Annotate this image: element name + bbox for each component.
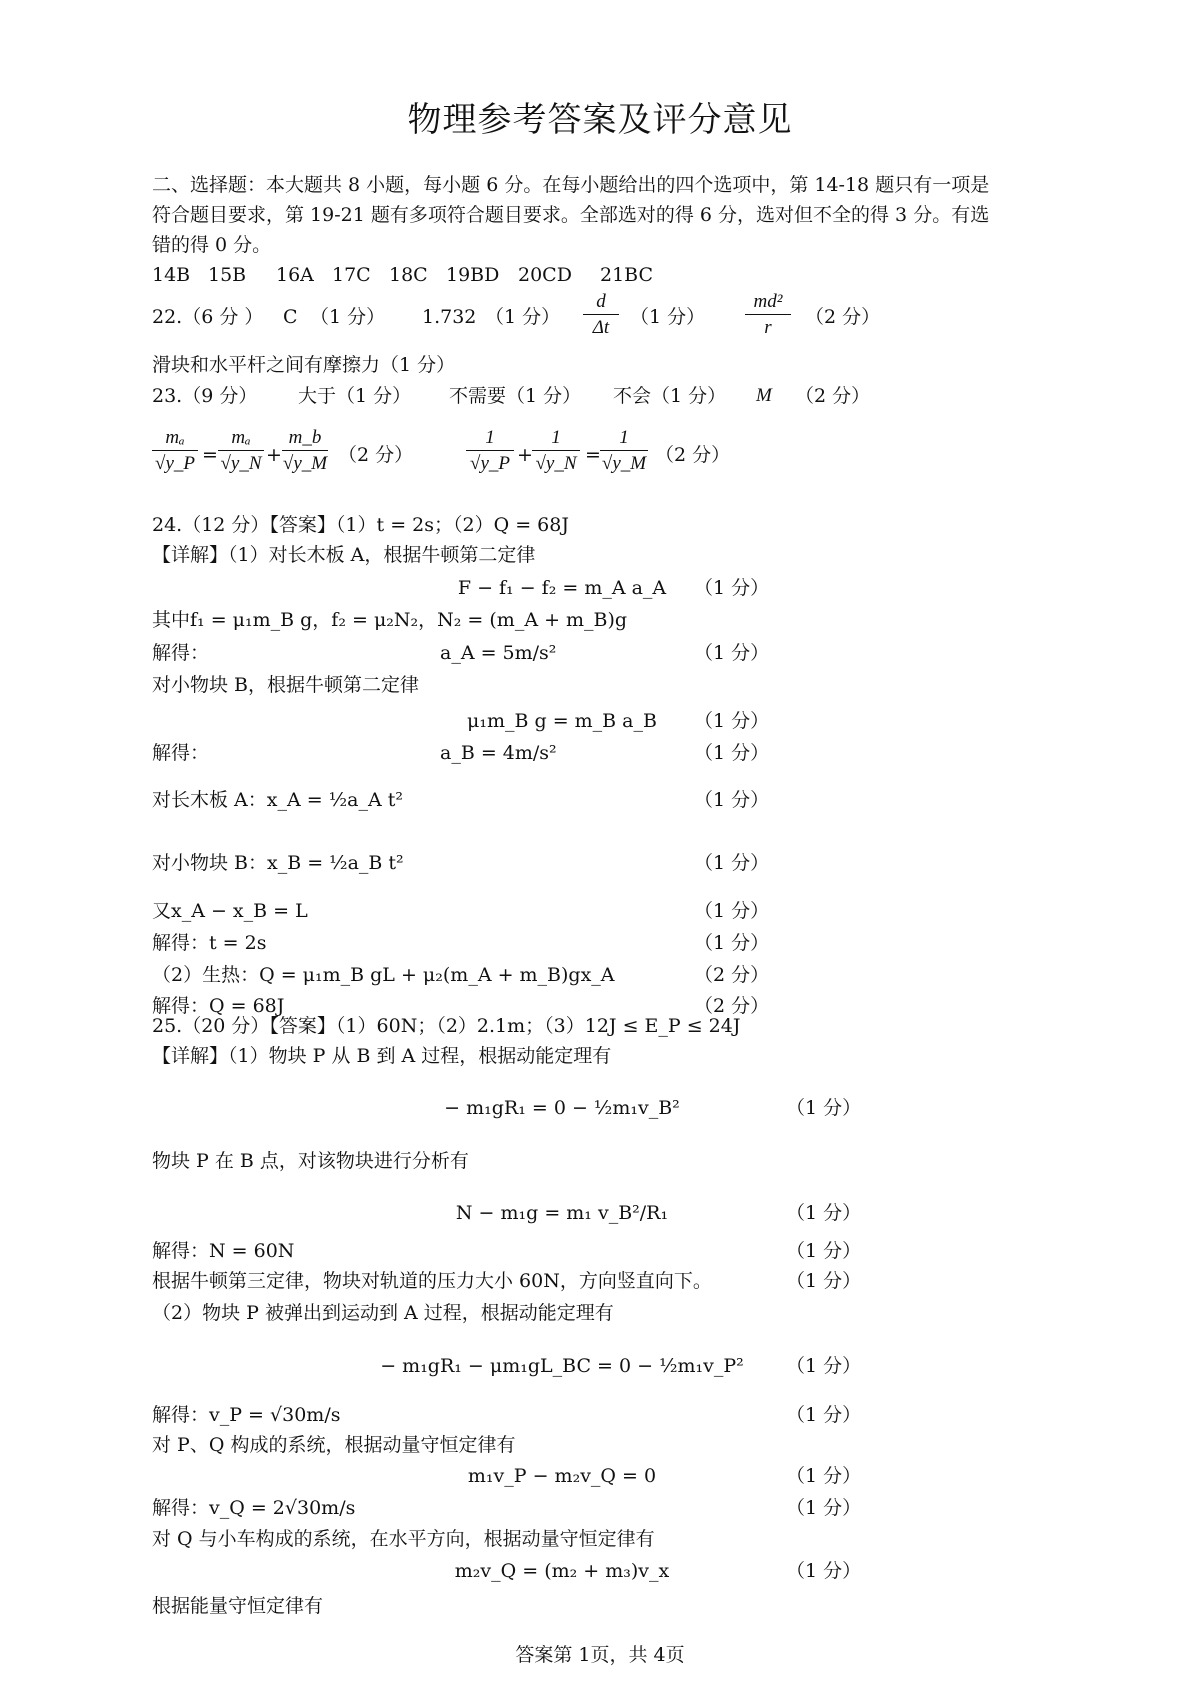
solution-line: 解得：t = 2s — [152, 932, 267, 954]
q22-score-4: （2 分） — [805, 306, 881, 328]
intro-line-2: 符合题目要求，第 19-21 题有多项符合题目要求。全部选对的得 6 分，选对但不全的得 3 分。有选 — [152, 204, 990, 226]
answer-15: 15B — [208, 264, 247, 286]
solution-line: 物块 P 在 B 点，对该物块进行分析有 — [152, 1150, 469, 1172]
solution-line: 对小物块 B：x_B = ½a_B t² — [152, 852, 404, 874]
intro-line-3: 错的得 0 分。 — [152, 234, 272, 256]
fraction-numerator: mₐ — [231, 427, 251, 448]
solution-line: 解得： — [152, 642, 210, 664]
q22-score-1: （1 分） — [310, 306, 386, 328]
solution-line: μ₁m_B g = m_B a_B — [467, 710, 657, 732]
solution-line: F − f₁ − f₂ = m_A a_A — [457, 577, 667, 599]
solution-line: 对 Q 与小车构成的系统，在水平方向，根据动量守恒定律有 — [152, 1528, 655, 1550]
eq1-term-2 — [218, 426, 264, 477]
fraction-numerator: 1 — [551, 427, 561, 448]
score-mark: （1 分） — [694, 900, 770, 922]
solution-line: 根据牛顿第三定律，物块对轨道的压力大小 60N，方向竖直向下。 — [152, 1270, 712, 1292]
fraction-denominator: √y_P — [155, 453, 195, 474]
fraction-numerator: 1 — [619, 427, 629, 448]
q22-answer-2: 1.732 — [422, 306, 477, 328]
eq2-term-1 — [466, 426, 514, 477]
equals-sign: = — [202, 444, 218, 466]
score-mark: （1 分） — [786, 1240, 862, 1262]
fraction-denominator: √y_M — [282, 453, 328, 474]
solution-line: 【详解】（1）对长木板 A，根据牛顿第二定律 — [152, 544, 536, 566]
solution-line: N − m₁g = m₁ v_B²/R₁ — [455, 1202, 669, 1224]
score-mark: （1 分） — [786, 1465, 862, 1487]
plus-sign: + — [266, 444, 282, 466]
solution-line: 解得：v_P = √30m/s — [152, 1404, 341, 1426]
fraction-denominator: √y_N — [535, 453, 577, 474]
score-mark: （1 分） — [786, 1355, 862, 1377]
fraction-numerator: mₐ — [165, 427, 185, 448]
fraction-denominator: Δt — [592, 317, 610, 338]
solution-line: 对小物块 B，根据牛顿第二定律 — [152, 674, 420, 696]
answer-17: 17C — [332, 264, 371, 286]
solution-line: 解得：Q = 68J — [152, 995, 285, 1017]
eq1-term-3 — [282, 426, 328, 477]
solution-line: m₂v_Q = (m₂ + m₃)v_x — [454, 1560, 670, 1582]
score-mark: （1 分） — [694, 789, 770, 811]
solution-line: 其中f₁ = μ₁m_B g，f₂ = μ₂N₂，N₂ = (m_A + m_B)g — [152, 609, 628, 631]
fraction-denominator: √y_N — [220, 453, 262, 474]
score-mark: （1 分） — [694, 742, 770, 764]
eq2-term-3 — [600, 426, 648, 477]
solution-line: 对 P、Q 构成的系统，根据动量守恒定律有 — [152, 1434, 516, 1456]
fraction-numerator: 1 — [485, 427, 495, 448]
eq2-score: （2 分） — [655, 444, 731, 466]
solution-line: m₁v_P − m₂v_Q = 0 — [467, 1465, 657, 1487]
answer-21: 21BC — [600, 264, 654, 286]
q24-head: 24.（12 分）【答案】（1）t = 2s；（2）Q = 68J — [152, 514, 569, 536]
score-mark: （1 分） — [694, 642, 770, 664]
equals-sign: = — [585, 444, 601, 466]
solution-line: 解得：N = 60N — [152, 1240, 295, 1262]
solution-result: a_B = 4m/s² — [440, 742, 557, 764]
eq2-term-2 — [532, 426, 580, 477]
score-mark: （1 分） — [786, 1097, 862, 1119]
solution-line: （2）物块 P 被弹出到运动到 A 过程，根据动能定理有 — [152, 1302, 614, 1324]
score-mark: （2 分） — [694, 995, 770, 1017]
q25-head: 25.（20 分）【答案】（1）60N；（2）2.1m；（3）12J ≤ E_P ≤ 24J — [152, 1015, 741, 1037]
solution-line: 解得：v_Q = 2√30m/s — [152, 1497, 356, 1519]
score-mark: （1 分） — [786, 1404, 862, 1426]
q22-fraction-md2-r — [745, 290, 791, 341]
score-mark: （1 分） — [786, 1270, 862, 1292]
intro-line-1: 二、选择题：本大题共 8 小题，每小题 6 分。在每小题给出的四个选项中，第 14-18 题只有一项是 — [152, 174, 990, 196]
score-mark: （1 分） — [694, 710, 770, 732]
answer-19: 19BD — [446, 264, 500, 286]
answer-18: 18C — [389, 264, 428, 286]
answer-20: 20CD — [518, 264, 572, 286]
q23-score-4: （2 分） — [795, 385, 871, 407]
page-footer: 答案第 1页，共 4页 — [515, 1644, 685, 1666]
q22-fraction-d-dt — [583, 290, 619, 341]
q22-line-2: 滑块和水平杆之间有摩擦力（1 分） — [152, 354, 456, 376]
score-mark: （2 分） — [694, 964, 770, 986]
solution-line: 又x_A − x_B = L — [152, 900, 308, 922]
q23-answer-2: 不需要（1 分） — [449, 385, 582, 407]
page-title: 物理参考答案及评分意见 — [407, 100, 793, 140]
q23-answer-4: M — [756, 385, 772, 406]
q22-answer-1: C — [283, 306, 298, 328]
fraction-denominator: r — [764, 317, 772, 338]
solution-line: 【详解】（1）物块 P 从 B 到 A 过程，根据动能定理有 — [152, 1045, 612, 1067]
q23-answer-3: 不会（1 分） — [613, 385, 727, 407]
score-mark: （1 分） — [786, 1202, 862, 1224]
answer-14: 14B — [152, 264, 191, 286]
solution-line: 对长木板 A：x_A = ½a_A t² — [152, 789, 403, 811]
q22-head: 22.（6 分 ） — [152, 306, 264, 328]
fraction-numerator: md² — [753, 291, 783, 312]
solution-line: （2）生热：Q = μ₁m_B gL + μ₂(m_A + m_B)gx_A — [152, 964, 615, 986]
plus-sign: + — [517, 444, 533, 466]
solution-line: − m₁gR₁ = 0 − ½m₁v_B² — [444, 1097, 680, 1119]
q23-head: 23.（9 分） — [152, 385, 258, 407]
solution-line: 根据能量守恒定律有 — [152, 1595, 324, 1617]
eq1-term-1 — [152, 426, 198, 477]
fraction-denominator: √y_P — [470, 453, 510, 474]
solution-line: − m₁gR₁ − μm₁gL_BC = 0 − ½m₁v_P² — [380, 1355, 744, 1377]
solution-line: 解得： — [152, 742, 210, 764]
q23-answer-1: 大于（1 分） — [298, 385, 412, 407]
solution-result: a_A = 5m/s² — [440, 642, 557, 664]
fraction-numerator: d — [596, 291, 606, 312]
eq1-score: （2 分） — [338, 444, 414, 466]
fraction-denominator: √y_M — [601, 453, 647, 474]
score-mark: （1 分） — [694, 852, 770, 874]
q22-score-3: （1 分） — [630, 306, 706, 328]
score-mark: （1 分） — [694, 577, 770, 599]
q22-score-2: （1 分） — [485, 306, 561, 328]
score-mark: （1 分） — [786, 1497, 862, 1519]
answer-16: 16A — [276, 264, 314, 286]
fraction-numerator: m_b — [288, 427, 322, 448]
score-mark: （1 分） — [786, 1560, 862, 1582]
score-mark: （1 分） — [694, 932, 770, 954]
